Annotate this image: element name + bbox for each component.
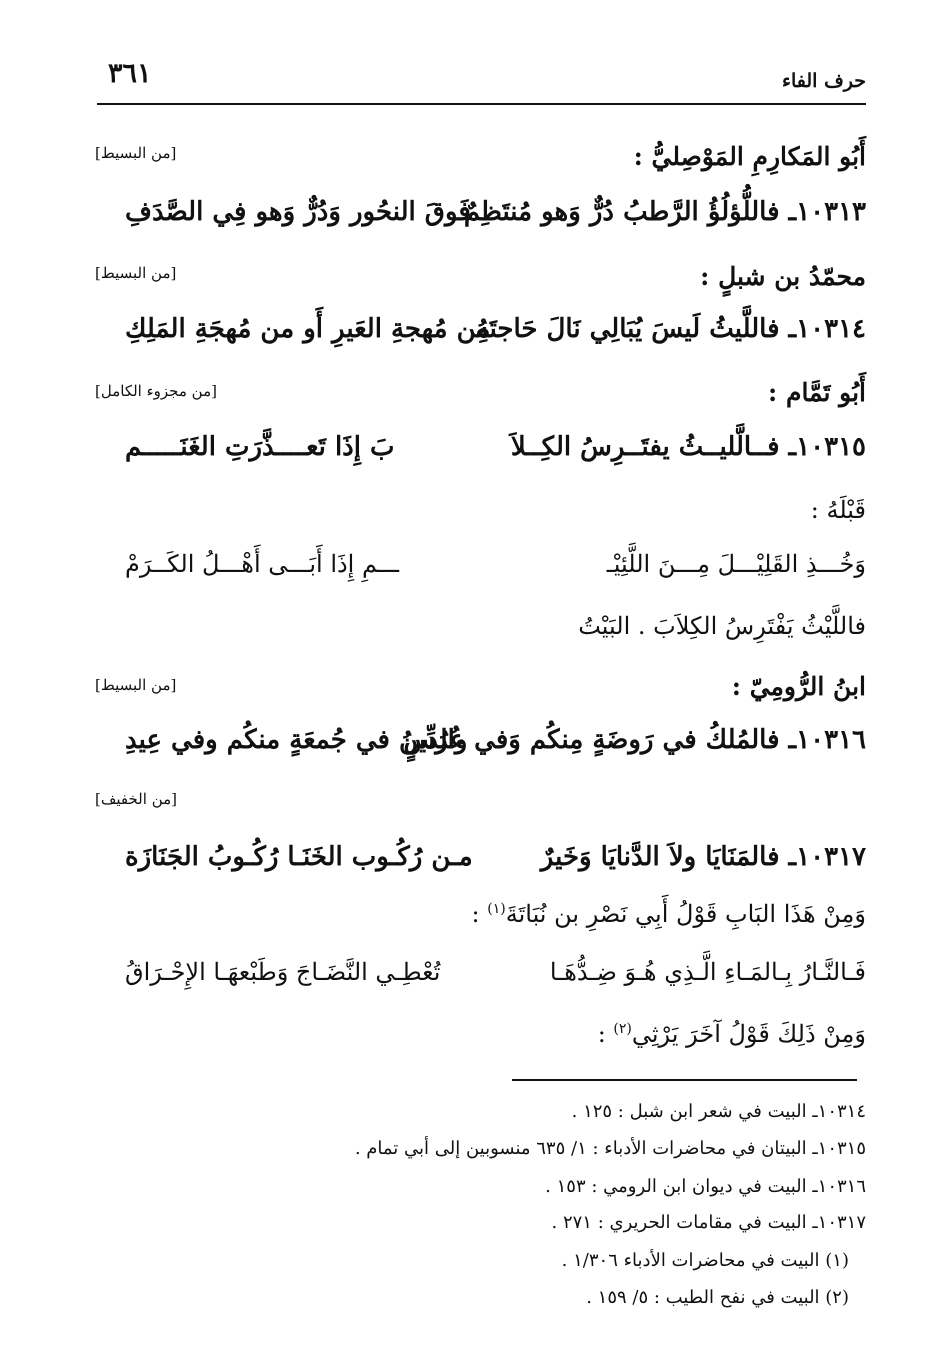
outro-text: وَمِنْ ذَلِكَ قَوْلُ آخَرَ يَرْثِي: [631, 1020, 866, 1048]
header-rule: [97, 103, 866, 105]
footnote-rule: [512, 1079, 857, 1081]
verse-first-hemistich: ١٠٣١٤ـ فاللَّيثُ لَيسَ يُبَالِي نَالَ حَاجتَهُ: [475, 314, 866, 344]
footnote-ref: (١): [487, 901, 506, 917]
verse-first-hemistich: فَـالنَّـارُ بِـالمَـاءِ الَّـذِي هُـوَ ضِـدُّهَـا: [549, 958, 866, 986]
meter-label: [من مجزوء الكامل]: [95, 382, 217, 400]
footnote-ref: (٢): [613, 1021, 632, 1037]
intro-line: [472, 900, 866, 928]
footnote: ١٠٣١٤ـ البيت في شعر ابن شبل : ١٢٥ .: [571, 1101, 866, 1122]
outro-colon: :: [597, 1020, 614, 1048]
poet-name: أَبُو المَكارِمِ المَوْصِليُّ :: [633, 142, 866, 171]
verse-second-hemistich: تُعْطِـي النَّضَـاجَ وَطَبْعهَـا الإِحْـرَاقُ: [125, 958, 441, 986]
verse-second-hemistich: والدِّينُ في جُمعَةٍ منكُم وفي عِيدِ: [125, 725, 468, 755]
qablahu-label: قَبْلَهُ :: [810, 496, 866, 524]
running-head: حرف الفاء: [782, 70, 866, 92]
poet-name: أَبُو تَمَّام :: [768, 378, 866, 407]
footnote: ١٠٣١٧ـ البيت في مقامات الحريري : ٢٧١ .: [551, 1212, 866, 1233]
verse-first-hemistich: ١٠٣١٧ـ فالمَنَايَا ولاَ الدَّنايَا وَخَيرٌ: [540, 842, 866, 872]
footnote: (٢) البيت في نفح الطيب : ٥/ ١٥٩ .: [586, 1287, 849, 1308]
meter-label: [من البسيط]: [95, 676, 177, 694]
prior-verse-second-hemistich: ـــمِ إِذَا أَبَـــى أَهْـــلُ الكَــرَمْ: [125, 550, 400, 578]
verse-first-hemistich: ١٠٣١٦ـ فالمُلكُ في رَوضَةٍ مِنكُم وَفي عُرُسٍ: [403, 725, 866, 755]
intro-colon: :: [471, 900, 488, 928]
intro-text: وَمِنْ هَذَا البَابِ قَوْلُ أَبِي نَصْرِ بن نُبَاتَةَ: [505, 900, 866, 928]
footnote: (١) البيت في محاضرات الأدباء ١/٣٠٦ .: [561, 1250, 849, 1271]
outro-line: [598, 1020, 866, 1048]
meter-label: [من الخفيف]: [95, 790, 178, 808]
poet-name: ابنُ الرُّومِيّ :: [731, 672, 866, 701]
meter-label: [من البسيط]: [95, 264, 177, 282]
meter-label: [من البسيط]: [95, 144, 177, 162]
verse-second-hemistich: بَ إِذَا تَعــــذَّرَتِ الغَنَـــــم: [125, 432, 395, 462]
page-number: ٣٦١: [108, 58, 152, 89]
prior-verse-first-hemistich: وَخُـــذِ القَلِيْـــلَ مِـــنَ اللَّئِيْـ: [606, 550, 866, 578]
poet-name: محمّدُ بن شبلٍ :: [700, 262, 866, 291]
verse-second-hemistich: مِن مُهجةِ العَيرِ أَو من مُهجَةِ المَلِكِ: [125, 314, 491, 344]
verse-second-hemistich: فَوقَ النحُور وَدُرٌّ وَهو فِي الصَّدَفِ: [125, 197, 471, 227]
verse-first-hemistich: ١٠٣١٣ـ فاللُّؤلُؤُ الرَّطبُ دُرٌّ وَهو مُنتَظِمٌ: [463, 197, 866, 227]
verse-second-hemistich: مـن رُكُـوب الخَنَـا رُكُـوبُ الجَنَازَة: [125, 842, 473, 872]
footnote: ١٠٣١٦ـ البيت في ديوان ابن الرومي : ١٥٣ .: [545, 1176, 866, 1197]
footnote: ١٠٣١٥ـ البيتان في محاضرات الأدباء : ١/ ٦٣٥ منسوبين إلى أبي تمام .: [354, 1138, 866, 1159]
verse-first-hemistich: ١٠٣١٥ـ فــالَّليــثُ يفتَــرِسُ الكِــلاَ: [510, 432, 866, 462]
prior-verse-note: فاللَّيْثُ يَفْتَرِسُ الكِلاَبَ . البَيْتُ: [578, 612, 866, 640]
